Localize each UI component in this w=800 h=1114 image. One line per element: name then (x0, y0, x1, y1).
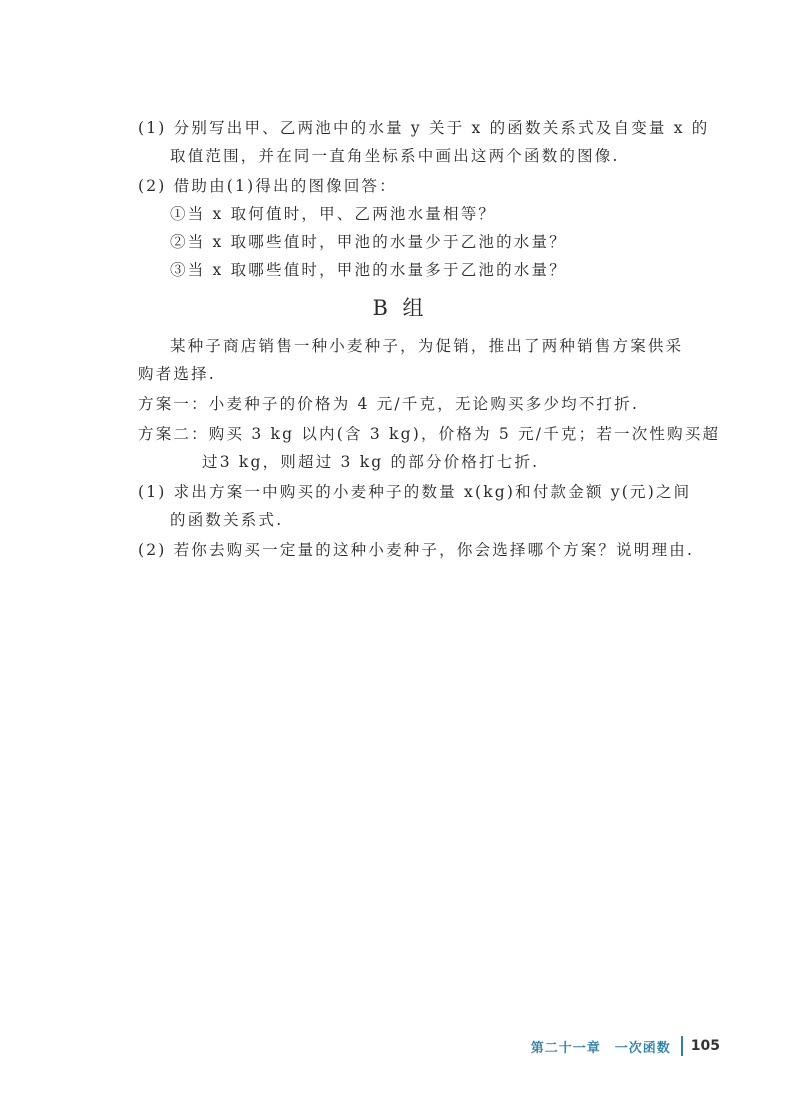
b-plan-1: 方案一：小麦种子的价格为 4 元/千克，无论购买多少均不打折. (138, 395, 640, 413)
page-footer (531, 1036, 720, 1056)
a-question-2-sub-3: ③当 x 取哪些值时，甲池的水量多于乙池的水量？ (170, 261, 567, 279)
page-number: 105 (690, 1038, 720, 1054)
b-intro-line-2: 购者选择. (138, 365, 216, 383)
a-question-1-line-2: 取值范围，并在同一直角坐标系中画出这两个函数的图像. (170, 147, 620, 165)
a-question-2-sub-1: ①当 x 取何值时，甲、乙两池水量相等？ (170, 205, 497, 223)
b-plan-2-line-1: 方案二：购买 3 kg 以内(含 3 kg)，价格为 5 元/千克；若一次性购买超 (138, 425, 721, 443)
footer-divider (681, 1036, 683, 1056)
footer-section-title: 一次函数 (614, 1040, 671, 1056)
footer-chapter: 第二十一章 (530, 1040, 601, 1056)
b-intro-line-1: 某种子商店销售一种小麦种子，为促销，推出了两种销售方案供采 (170, 337, 684, 355)
b-question-1-line-2: 的函数关系式. (170, 511, 284, 529)
section-b-heading: B 组 (372, 296, 428, 320)
b-plan-2-line-2: 过3 kg，则超过 3 kg 的部分价格打七折. (202, 453, 540, 471)
a-question-1-line-1: (1) 分别写出甲、乙两池中的水量 y 关于 x 的函数关系式及自变量 x 的 (138, 119, 710, 137)
a-question-2-line-1: (2) 借助由(1)得出的图像回答： (138, 177, 397, 195)
a-question-2-sub-2: ②当 x 取哪些值时，甲池的水量少于乙池的水量？ (170, 233, 567, 251)
b-question-1-line-1: (1) 求出方案一中购买的小麦种子的数量 x(kg)和付款金额 y(元)之间 (138, 483, 692, 501)
b-question-2-line-1: (2) 若你去购买一定量的这种小麦种子，你会选择哪个方案？说明理由. (138, 541, 695, 559)
